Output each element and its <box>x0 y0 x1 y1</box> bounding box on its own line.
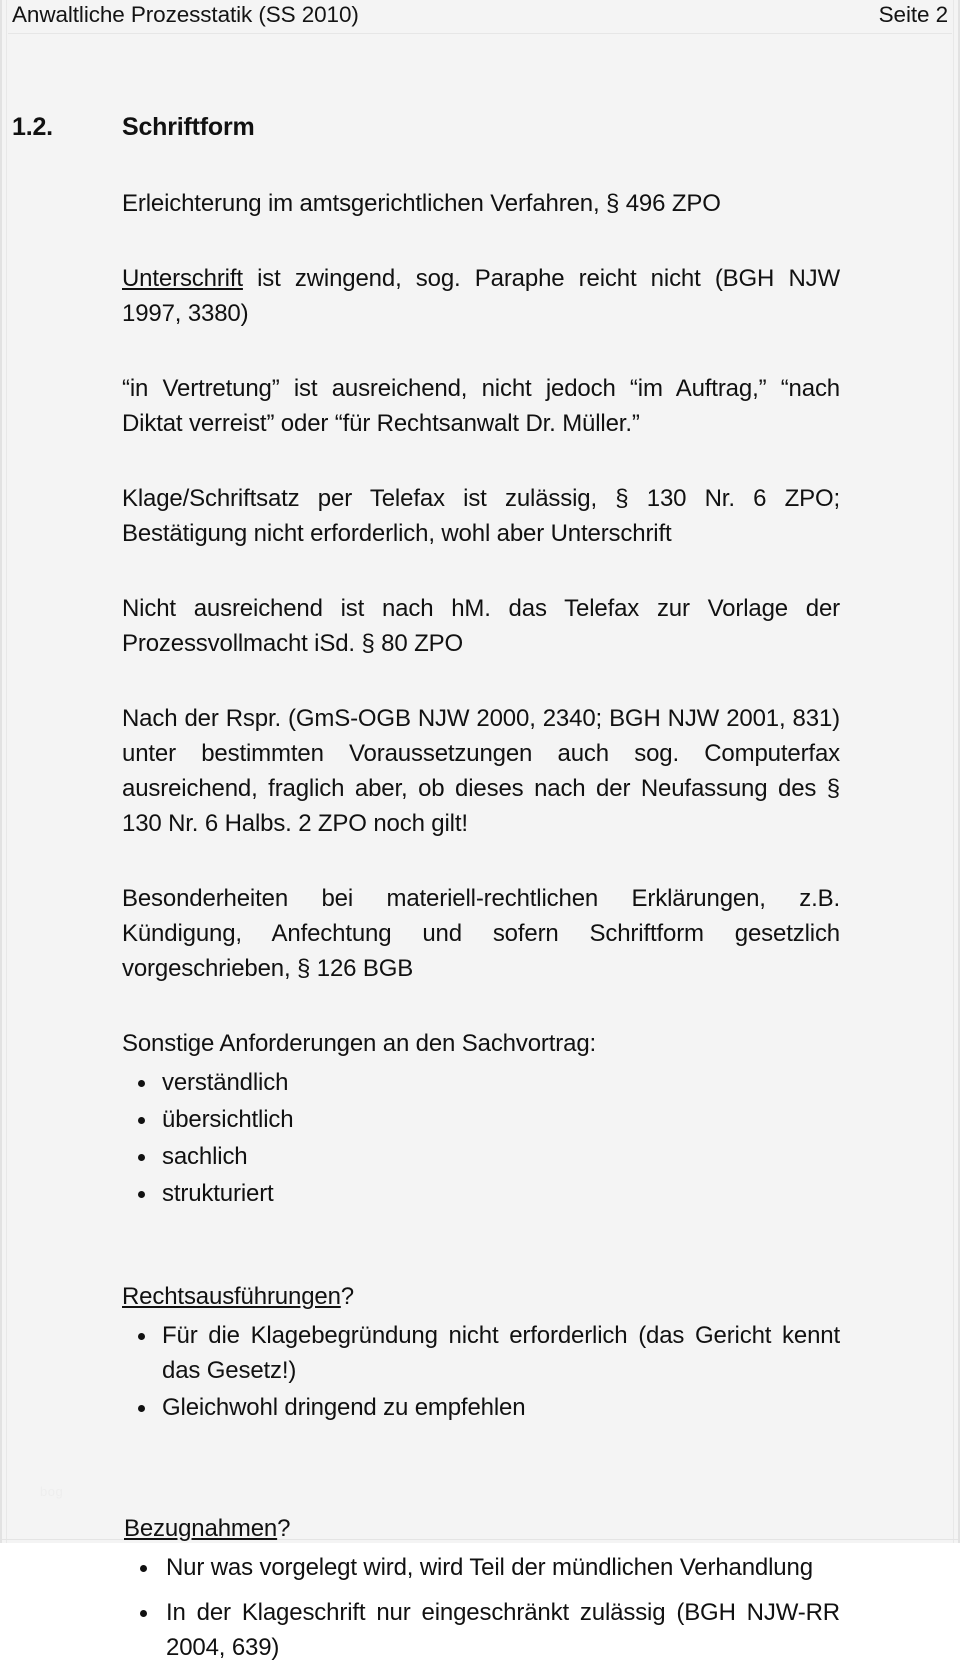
paragraph-besonderheiten: Besonderheiten bei materiell-rechtlichen Erklärungen, z.B. Kündigung, Anfechtung und sofern Schriftform gesetzlich vorgeschrieben, § 126 BGB <box>122 885 840 982</box>
rechtsausfuehrungen-heading <box>122 1279 840 1314</box>
bullet-icon <box>138 1154 145 1161</box>
spacer <box>122 1459 840 1511</box>
list-item-label: Nur was vorgelegt wird, wird Teil der mündlichen Verhandlung <box>166 1554 813 1581</box>
bullet-icon <box>138 1333 145 1340</box>
paragraph-unterschrift <box>122 261 840 331</box>
list-item-label: Gleichwohl dringend zu empfehlen <box>162 1394 526 1421</box>
list-item-label: Für die Klagebegründung nicht erforderlich (das Gericht kennt das Gesetz!) <box>162 1322 840 1384</box>
bezugnahmen-list <box>122 1550 840 1665</box>
group-rechtsausfuehrungen <box>122 1279 840 1425</box>
list-item <box>122 1550 840 1585</box>
list-item <box>122 1176 840 1211</box>
inline-underline-bezugnahmen: Bezugnahmen <box>124 1515 278 1542</box>
rechtsausfuehrungen-heading-tail: ? <box>340 1283 354 1310</box>
paragraph-nicht-ausreichend: Nicht ausreichend ist nach hM. das Telefax zur Vorlage der Prozessvollmacht iSd. § 80 ZPO <box>122 595 840 657</box>
bezugnahmen-heading <box>122 1511 840 1546</box>
list-item-label: sachlich <box>162 1143 248 1170</box>
spacer <box>122 1245 840 1279</box>
paragraph-rechtsprechung: Nach der Rspr. (GmS-OGB NJW 2000, 2340; BGH NJW 2001, 831) unter bestimmten Voraussetzungen auch sog. Computerfax ausreichend, fraglich aber, ob dieses nach der Neufassung des § 130 Nr. 6 Halbs. 2 ZPO noch gilt! <box>122 705 840 837</box>
list-item <box>122 1390 840 1425</box>
list-item <box>122 1139 840 1174</box>
bullet-icon <box>138 1080 145 1087</box>
list-item-label: In der Klageschrift nur eingeschränkt zulässig (BGH NJW-RR 2004, 639) <box>166 1599 840 1661</box>
list-item <box>122 1318 840 1388</box>
sonstige-heading: Sonstige Anforderungen an den Sachvortrag: <box>122 1030 597 1057</box>
list-item <box>122 1595 840 1665</box>
header-title: Anwaltliche Prozesstatik (SS 2010) <box>12 2 359 27</box>
inline-underline-unterschrift: Unterschrift <box>122 265 243 292</box>
rechtsausfuehrungen-list <box>122 1318 840 1425</box>
bullet-icon <box>140 1610 147 1617</box>
bullet-icon <box>138 1191 145 1198</box>
header-divider <box>8 33 952 34</box>
bezugnahmen-heading-tail: ? <box>277 1515 291 1542</box>
list-item-label: übersichtlich <box>162 1106 294 1133</box>
paragraph-erleichterung: Erleichterung im amtsgerichtlichen Verfahren, § 496 ZPO <box>122 190 721 217</box>
list-item-label: verständlich <box>162 1069 289 1096</box>
sonstige-list <box>122 1065 840 1211</box>
page-right-edge <box>953 0 954 1543</box>
list-item <box>122 1102 840 1137</box>
running-header <box>12 0 948 33</box>
paragraph-unterschrift-rest: ist zwingend, sog. Paraphe reicht nicht (BGH NJW 1997, 3380) <box>122 265 840 327</box>
section-heading <box>12 112 950 142</box>
group-sonstige-anforderungen <box>122 1026 840 1211</box>
page-number: Seite 2 <box>878 2 948 27</box>
paragraph-telefax: Klage/Schriftsatz per Telefax ist zulässig, § 130 Nr. 6 ZPO; Bestätigung nicht erforderlich, wohl aber Unterschrift <box>122 485 840 547</box>
bullet-icon <box>138 1117 145 1124</box>
bullet-icon <box>138 1405 145 1412</box>
watermark: bog <box>40 1484 64 1499</box>
inline-underline-rechtsausfuehrungen: Rechtsausführungen <box>122 1283 341 1310</box>
paragraph-vertretung: “in Vertretung” ist ausreichend, nicht jedoch “im Auftrag,” “nach Diktat verreist” oder “für Rechtsanwalt Dr. Müller.” <box>122 375 840 437</box>
page-left-edge <box>6 0 7 1543</box>
list-item <box>122 1065 840 1100</box>
bullet-icon <box>140 1565 147 1572</box>
body-text-column <box>122 186 840 1665</box>
page-title: Schriftform <box>122 113 255 141</box>
section-number: 1.2. <box>12 113 53 141</box>
group-bezugnahmen <box>122 1511 840 1665</box>
list-item-label: strukturiert <box>162 1180 274 1207</box>
document-body <box>12 112 950 1661</box>
